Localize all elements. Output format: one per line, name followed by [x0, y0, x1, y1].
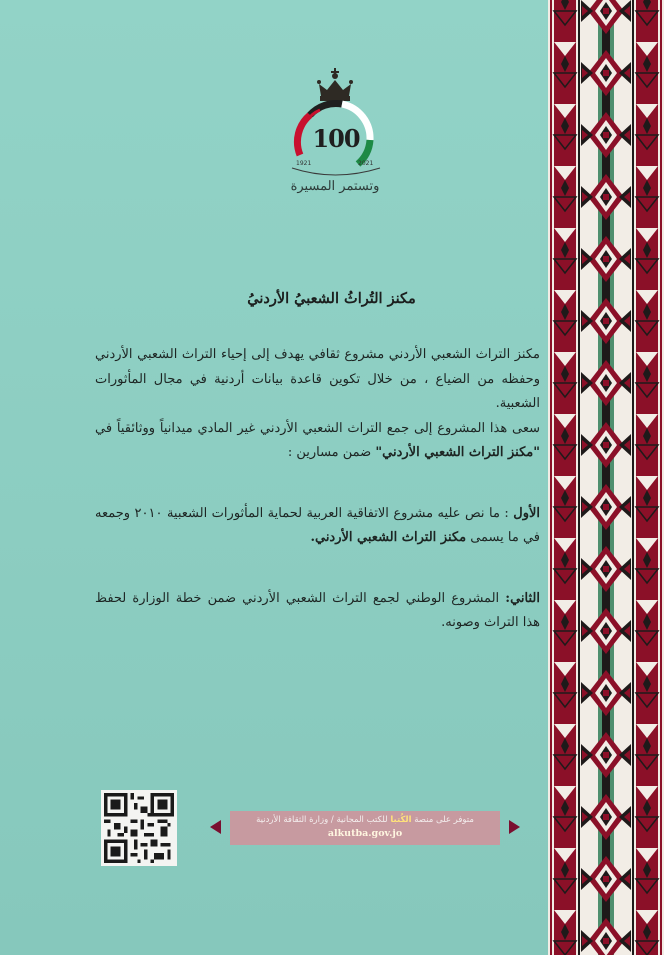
- track-one-text: : ما نص عليه مشروع الاتفاقية العربية لحماية المأثورات الشعبية ٢٠١٠ وجمعه في ما يسمى: [95, 505, 540, 545]
- document-title: مكنز التُراثُ الشعبيُ الأردنيُ: [247, 290, 416, 307]
- track-two-text: المشروع الوطني لجمع التراث الشعبي الأردني ضمن خطة الوزارة لحفظ هذا التراث وصونه.: [95, 590, 540, 630]
- banner-brand: الكُتبا: [390, 815, 412, 825]
- scope-text-end: ضمن مسارين :: [287, 445, 376, 460]
- document-body: [95, 290, 540, 636]
- banner-url-link[interactable]: alkutba.gov.jo: [327, 828, 403, 839]
- embroidered-textile-border: [548, 0, 664, 955]
- track-two-label: الثاني:: [505, 590, 540, 606]
- scope-text-bold: "مكنز التراث الشعبي الأردني": [375, 445, 540, 460]
- banner-box: [230, 811, 500, 845]
- centennial-number: 100: [312, 124, 360, 153]
- track-two-paragraph: [95, 587, 540, 636]
- banner-suffix: للكتب المجانية / وزارة الثقافة الأردنية: [256, 815, 391, 825]
- track-one-label: الأول: [513, 505, 540, 521]
- banner-arrow-right-icon: [509, 820, 520, 834]
- track-one-paragraph: [95, 502, 540, 551]
- track-one-bold: مكنز التراث الشعبي الأردني.: [310, 530, 467, 545]
- intro-paragraph: مكنز التراث الشعبي الأردني مشروع ثقافي يهدف إلى إحياء التراث الشعبي الأردني وحفظه من الضياع ، من خلال تكوين قاعدة بيانات أردنية في مجال المأثورات الشعبية.: [95, 347, 540, 411]
- qr-code-icon: [104, 793, 174, 863]
- scope-text-start: سعى هذا المشروع إلى جمع التراث الشعبي الأردني غير المادي ميدانياً ووثائقياً في: [95, 420, 540, 436]
- textile-pattern-icon: [548, 0, 664, 955]
- qr-code[interactable]: [101, 790, 177, 866]
- scope-paragraph: [95, 417, 540, 466]
- year-start: 1921: [296, 160, 312, 167]
- banner-arrow-left-icon: [210, 820, 221, 834]
- logo-caption: وتستمر المسيرة: [290, 179, 380, 194]
- year-end: 2021: [358, 160, 374, 167]
- availability-banner[interactable]: [206, 808, 524, 846]
- banner-prefix: متوفر على منصة: [411, 815, 474, 825]
- banner-availability-text: [230, 815, 500, 825]
